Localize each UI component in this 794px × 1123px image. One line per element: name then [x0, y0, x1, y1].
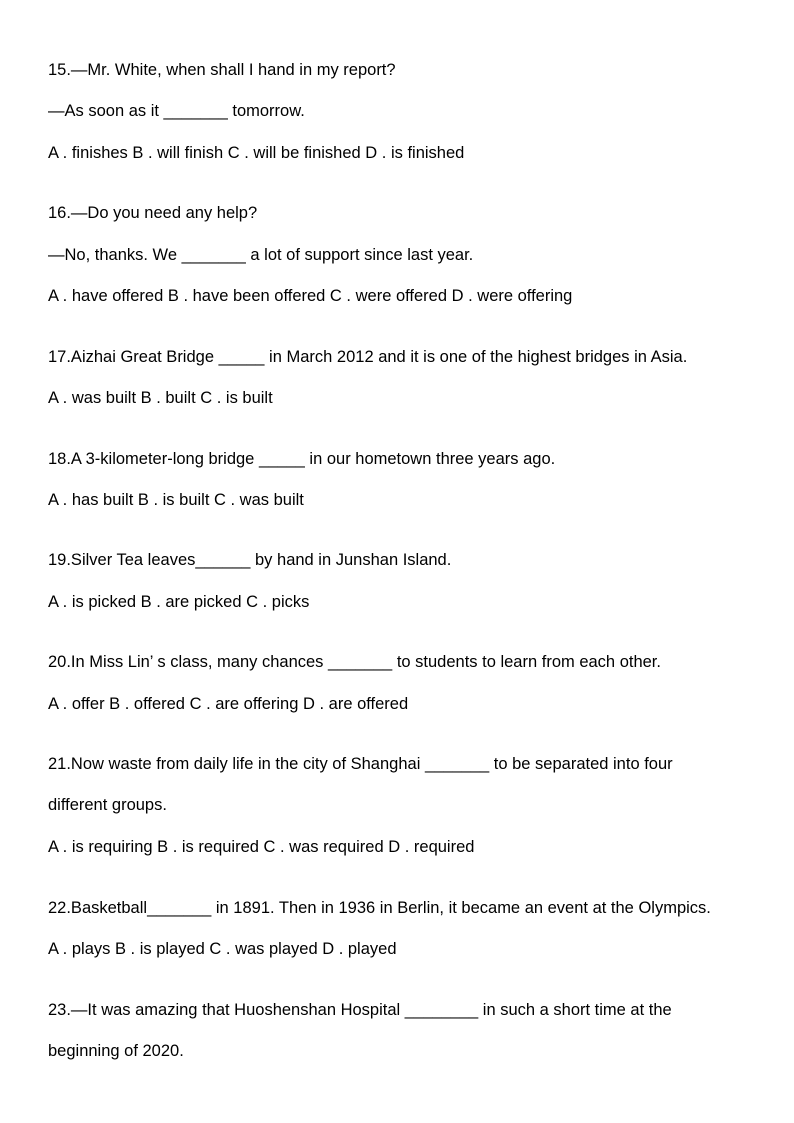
- question-22-line-1: 22.Basketball_______ in 1891. Then in 1936 in Berlin, it became an event at the Olympics.: [48, 899, 711, 917]
- question-15-options: A . finishes B . will finish C . will be finished D . is finished: [48, 144, 465, 162]
- question-22-options: A . plays B . is played C . was played D . played: [48, 940, 397, 958]
- question-18-options: A . has built B . is built C . was built: [48, 491, 304, 509]
- question-17-options: A . was built B . built C . is built: [48, 389, 273, 407]
- question-21-line-2: different groups.: [48, 796, 167, 814]
- question-23-line-1: 23.—It was amazing that Huoshenshan Hospital ________ in such a short time at the: [48, 1001, 672, 1019]
- question-15-line-1: 15.—Mr. White, when shall I hand in my report?: [48, 61, 396, 79]
- question-20-line-1: 20.In Miss Lin’ s class, many chances _______ to students to learn from each other.: [48, 653, 661, 671]
- question-15-line-2: —As soon as it _______ tomorrow.: [48, 102, 305, 120]
- question-19-line-1: 19.Silver Tea leaves______ by hand in Junshan Island.: [48, 551, 452, 569]
- question-21-options: A . is requiring B . is required C . was required D . required: [48, 838, 475, 856]
- question-16-line-1: 16.—Do you need any help?: [48, 204, 258, 222]
- question-23-line-2: beginning of 2020.: [48, 1042, 184, 1060]
- question-16-line-2: —No, thanks. We _______ a lot of support since last year.: [48, 246, 474, 264]
- question-20-options: A . offer B . offered C . are offering D . are offered: [48, 695, 409, 713]
- question-19-options: A . is picked B . are picked C . picks: [48, 593, 310, 611]
- question-21-line-1: 21.Now waste from daily life in the city of Shanghai _______ to be separated into four: [48, 755, 673, 773]
- question-17-line-1: 17.Aizhai Great Bridge _____ in March 2012 and it is one of the highest bridges in Asia.: [48, 348, 688, 366]
- question-18-line-1: 18.A 3-kilometer-long bridge _____ in our hometown three years ago.: [48, 450, 556, 468]
- question-16-options: A . have offered B . have been offered C . were offered D . were offering: [48, 287, 573, 305]
